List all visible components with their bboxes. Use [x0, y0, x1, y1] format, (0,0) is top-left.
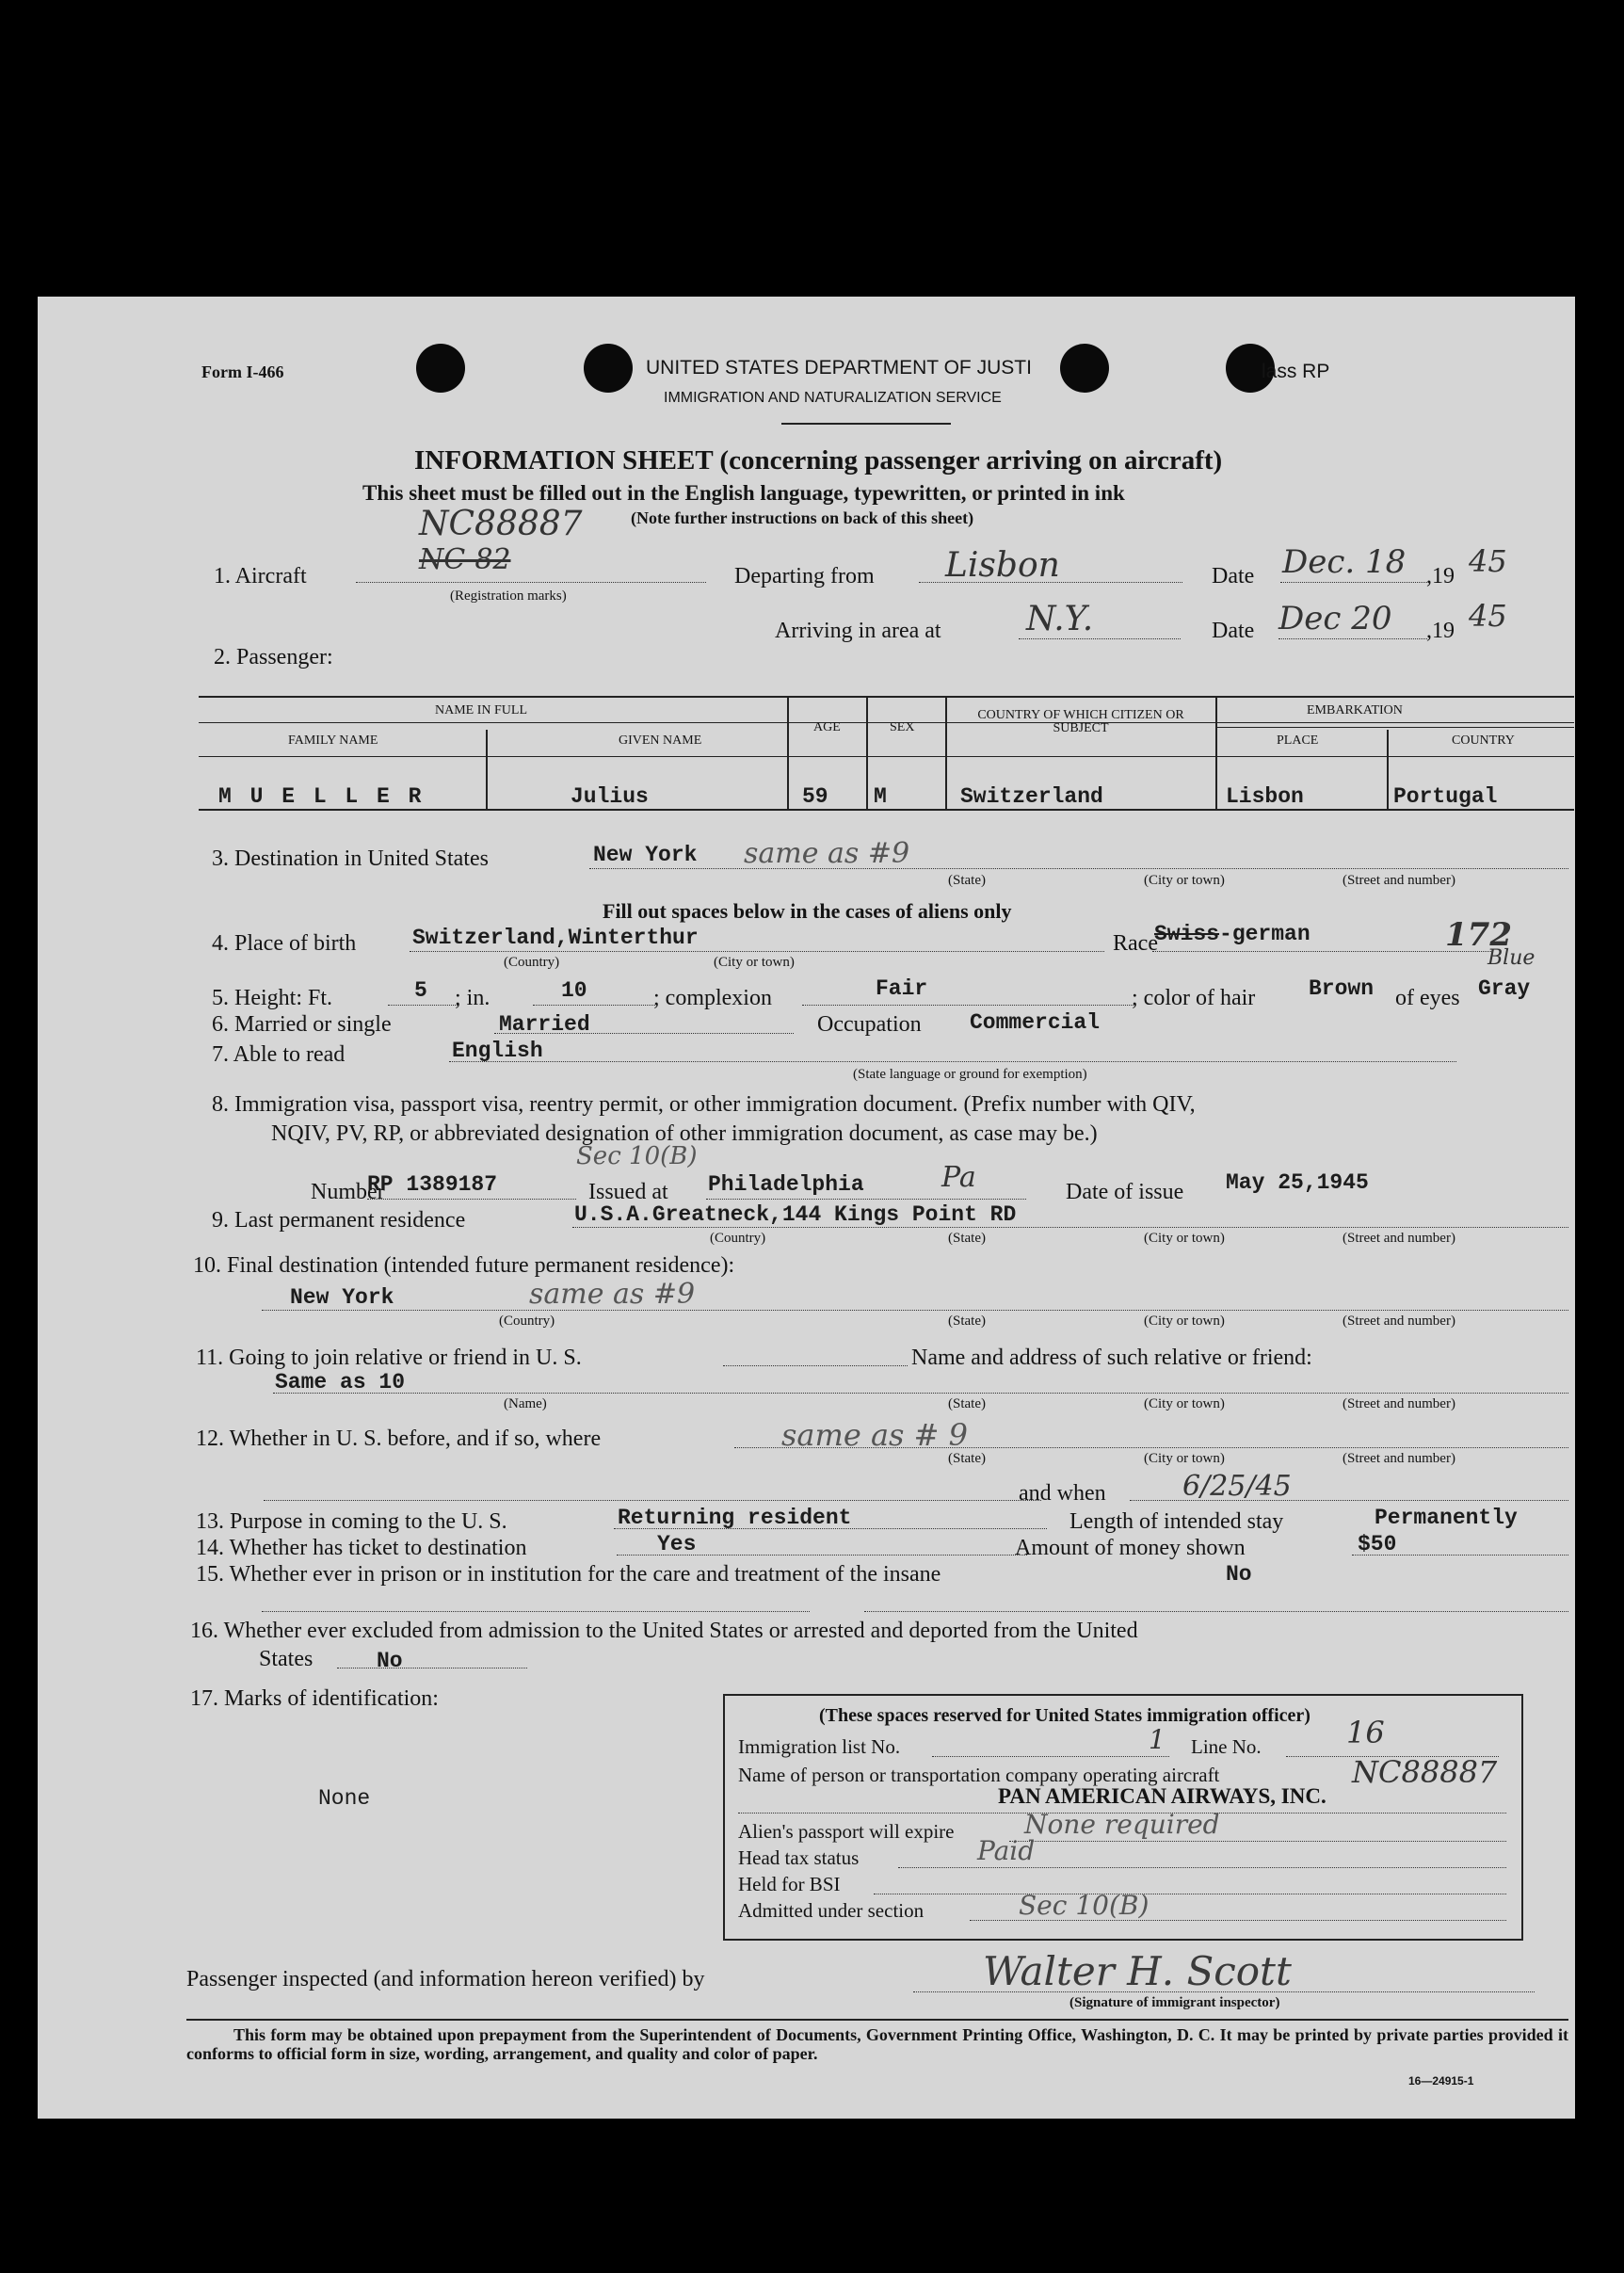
hair-label: ; color of hair [1132, 986, 1256, 1010]
height-label: 5. Height: Ft. [212, 986, 333, 1010]
line-label: Line No. [1191, 1735, 1262, 1758]
service-name: IMMIGRATION AND NATURALIZATION SERVICE [664, 390, 1002, 406]
departure-year: 45 [1469, 543, 1507, 579]
ticket-value: Yes [657, 1532, 697, 1556]
marital-value: Married [499, 1012, 590, 1037]
final-destination-handwritten: same as #9 [529, 1278, 696, 1311]
caption-street: (Street and number) [1343, 1314, 1455, 1329]
family-name-value: M U E L L E R [218, 784, 425, 809]
marital-label: 6. Married or single [212, 1012, 392, 1037]
passport-value: None required [1024, 1809, 1220, 1840]
arrival-date-label: Date [1212, 619, 1255, 643]
list-label: Immigration list No. [738, 1735, 901, 1758]
caption-country: (Country) [504, 955, 560, 970]
departing-value: Lisbon [945, 546, 1060, 585]
identification-label: 17. Marks of identification: [190, 1686, 439, 1711]
given-name-value: Julius [571, 784, 649, 809]
destination-label: 3. Destination in United States [212, 846, 489, 871]
stay-value: Permanently [1375, 1506, 1518, 1530]
eyes-label: of eyes [1395, 986, 1460, 1010]
money-value: $50 [1358, 1532, 1397, 1556]
embark-place-header: PLACE [1277, 733, 1319, 748]
relative-label: 11. Going to join relative or friend in U. S. [196, 1346, 582, 1370]
arrival-date: Dec 20 [1278, 600, 1392, 637]
registration-caption: (Registration marks) [450, 588, 567, 604]
caption-name: (Name) [504, 1396, 547, 1411]
inspection-label: Passenger inspected (and information hereon verified) by [186, 1967, 705, 1991]
caption-city: (City or town) [1144, 1231, 1225, 1246]
caption-city: (City or town) [1144, 873, 1225, 888]
arriving-label: Arriving in area at [775, 619, 941, 643]
height-inches: 10 [561, 978, 587, 1003]
passport-label: Alien's passport will expire [738, 1820, 955, 1843]
residence-label: 9. Last permanent residence [212, 1208, 466, 1233]
race-code: 172 [1445, 916, 1512, 954]
literacy-caption: (State language or ground for exemption) [853, 1067, 1087, 1082]
excluded-value: No [377, 1649, 403, 1673]
destination-value: New York [593, 843, 698, 867]
caption-state: (State) [948, 873, 986, 888]
inches-label: ; in. [455, 986, 490, 1010]
prison-value: No [1226, 1562, 1252, 1587]
citizenship-header: COUNTRY OF WHICH CITIZEN OR SUBJECT [977, 708, 1184, 735]
issue-date-value: May 25,1945 [1226, 1170, 1369, 1195]
departure-date: Dec. 18 [1282, 543, 1407, 581]
officer-box-title: (These spaces reserved for United States immigration officer) [819, 1705, 1310, 1726]
relative-name-label: Name and address of such relative or friend: [911, 1346, 1312, 1370]
issued-value: Philadelphia [708, 1172, 864, 1197]
embark-country-header: COUNTRY [1452, 733, 1515, 748]
form-number: Form I-466 [201, 363, 284, 381]
caption-street: (Street and number) [1343, 1231, 1455, 1246]
departing-label: Departing from [734, 564, 875, 588]
issued-state-handwritten: Pa [941, 1161, 976, 1194]
footer-text: This form may be obtained upon prepayment from the Superintendent of Documents, Government Printing Office, Washington, D. C. It may be printed by private parties provided it conforms to official form in size, wording, arrangement, and quality and color of paper. [186, 2025, 1568, 2063]
race-label: Race [1113, 931, 1158, 956]
previous-visit-handwritten: same as # 9 [781, 1417, 968, 1453]
residence-value: U.S.A.Greatneck,144 Kings Point RD [574, 1202, 1017, 1227]
relative-value: Same as 10 [275, 1370, 406, 1394]
occupation-value: Commercial [970, 1010, 1101, 1035]
sex-value: M [874, 784, 887, 809]
embark-country-value: Portugal [1393, 784, 1498, 809]
header-divider [781, 423, 951, 425]
when-value: 6/25/45 [1182, 1470, 1292, 1503]
information-sheet-document: Form I-466 UNITED STATES DEPARTMENT OF JUSTI IMMIGRATION AND NATURALIZATION SERVICE lass RP INFORMATION SHEET (concerning passenger arriving on aircraft) This sheet must be filled out in the English language, typewritten, or printed in ink (Note further instructions on back of this sheet) 1. Aircraft NC88887 NC-82 (Registration marks) Departing from Lisbon Date Dec. 18 ,19 45 Arriving in area at N.Y. Date Dec 20 ,19 45 2. Passenger: NAME IN FULL FAMILY NAME GIVEN NAME AGE SEX COUNTRY OF WHICH CITIZEN OR SUBJECT EMBARKATION PLACE COUNTRY M U E L L E R Julius 59 M Switzerland Lisbon Portugal 3. Destination in United States New York same as #9 (State) (City or town) (Street and number) Fill out spaces below in the cases of aliens only 4. Place of birth Switzerland,Winterthur (Country) (City or town) Race Swiss-german 172 5. Height: Ft. 5 ; in. 10 ; complexion Fair ; color of hair Brown of eyes Blue Gray 6. Married or single Married Occupation Commercial 7. Able to read English (State language or ground for exemption) 8. Immigration visa, passport visa, reentry permit, or other immigration document. (Prefix number with QIV, NQIV, PV, RP, or abbreviated designation of other immigration document, as case may be.) Sec 10(B) Number RP 1389187 Issued at Philadelphia Pa Date of issue May 25,1945 9. Last permanent residence U.S.A.Greatneck,144 Kings Point RD (Country) (State) (City or town) (Street and number) 10. Final destination (intended future permanent residence): New York same as #9 (Country) (State) (City or town) (Street and number) 11. Going to join relative or friend in U. S. Name and address of such relative or friend: Same as 10 (Name) (State) (City or town) (Street and number) 12. Whether in U. S. before, and if so, where same as # 9 (State) (City or town) (Street and number) and when 6/25/45 13. Purpose in coming to the U. S. Returning resident Length of intended stay Permanently 14. Whether has ticket to destination Yes Amount of money shown $50 15. Whether ever in prison or in institution for the care and treatment of the insane No 16. Whether ever excluded from admission to the United States or arrested and deported from the United States No 17. Marks of identification: None (These spaces reserved for United States immigration officer) Immigration list No. 1 Line No. 16 Name of person or transportation company operating aircraft NC88887 PAN AMERICAN AIRWAYS, INC. Alien's passport will expire None required Head tax status Paid Held for BSI Admitted under section Sec 10(B) Passenger inspected (and information hereon verified) by Walter H. Scott (Signature of immigrant inspector) This form may be obtained upon prepayment from the Superintendent of Documents, Government Printing Office, Washington, D. C. It may be printed by private parties provided it conforms to official form in size, wording, arrangement, and quality and color of paper. 16—24915-1 [38, 297, 1575, 2119]
issue-date-label: Date of issue [1066, 1180, 1184, 1204]
money-label: Amount of money shown [1015, 1536, 1246, 1560]
instruction-note: (Note further instructions on back of this sheet) [631, 508, 974, 527]
previous-visit-label: 12. Whether in U. S. before, and if so, where [196, 1427, 602, 1451]
aliens-only-heading: Fill out spaces below in the cases of aliens only [603, 899, 1012, 923]
departure-date-label: Date [1212, 564, 1255, 588]
given-name-header: GIVEN NAME [619, 733, 702, 748]
issued-label: Issued at [588, 1180, 668, 1204]
punch-hole [416, 344, 465, 393]
final-destination-value: New York [290, 1285, 394, 1310]
occupation-label: Occupation [817, 1012, 922, 1037]
form-code: 16—24915-1 [1408, 2074, 1474, 2088]
sex-header: SEX [890, 720, 915, 734]
aircraft-struck: NC-82 [419, 543, 511, 576]
company-label: Name of person or transportation company operating aircraft [738, 1764, 1220, 1786]
caption-city: (City or town) [1144, 1396, 1225, 1411]
document-section-note: Sec 10(B) [576, 1142, 698, 1170]
height-feet: 5 [414, 978, 427, 1003]
race-value: -german [1219, 922, 1310, 946]
class-stamp: lass RP [1262, 361, 1330, 382]
complexion-value: Fair [876, 976, 928, 1001]
literacy-label: 7. Able to read [212, 1042, 346, 1067]
tax-label: Head tax status [738, 1846, 860, 1869]
citizenship-value: Switzerland [960, 784, 1103, 809]
purpose-value: Returning resident [618, 1506, 852, 1530]
caption-state: (State) [948, 1231, 986, 1246]
excluded-line-1: 16. Whether ever excluded from admission to the United States or arrested and deported from the United [190, 1619, 1138, 1643]
line-number: 16 [1346, 1715, 1385, 1750]
tax-value: Paid [977, 1835, 1036, 1866]
company-handwritten: NC88887 [1352, 1754, 1498, 1790]
birthplace-label: 4. Place of birth [212, 931, 357, 956]
punch-hole [584, 344, 633, 393]
age-header: AGE [813, 720, 841, 734]
caption-street: (Street and number) [1343, 1396, 1455, 1411]
list-number: 1 [1149, 1724, 1166, 1755]
caption-country: (Country) [499, 1314, 555, 1329]
caption-city: (City or town) [1144, 1314, 1225, 1329]
instruction-line: This sheet must be filled out in the English language, typewritten, or printed in ink [362, 481, 1125, 505]
excluded-line-2: States [259, 1647, 314, 1671]
literacy-value: English [452, 1039, 543, 1063]
passenger-label: 2. Passenger: [214, 645, 333, 669]
birthplace-value: Switzerland,Winterthur [412, 926, 699, 950]
section-label: Admitted under section [738, 1899, 925, 1922]
identification-value: None [318, 1786, 371, 1811]
aircraft-label: 1. Aircraft [214, 564, 307, 588]
signature-caption: (Signature of immigrant inspector) [1069, 1995, 1280, 2010]
document-line-1: 8. Immigration visa, passport visa, reentry permit, or other immigration document. (Prefix number with QIV, [212, 1092, 1196, 1117]
year-prefix: 19 [1432, 564, 1455, 588]
eyes-value: Gray [1478, 976, 1531, 1001]
document-number-value: RP 1389187 [367, 1172, 498, 1197]
caption-street: (Street and number) [1343, 873, 1455, 888]
document-number-label: Number [311, 1180, 385, 1204]
embark-place-value: Lisbon [1226, 784, 1304, 809]
stay-label: Length of intended stay [1069, 1509, 1284, 1534]
caption-country: (Country) [710, 1231, 766, 1246]
document-line-2: NQIV, PV, RP, or abbreviated designation of other immigration document, as case may be.) [271, 1121, 1098, 1146]
eyes-handwritten: Blue [1487, 946, 1536, 970]
aircraft-registration: NC88887 [419, 505, 583, 543]
caption-city: (City or town) [1144, 1451, 1225, 1466]
name-header: NAME IN FULL [435, 703, 527, 717]
caption-state: (State) [948, 1314, 986, 1329]
punch-hole [1060, 344, 1109, 393]
section-value: Sec 10(B) [1019, 1890, 1150, 1921]
purpose-label: 13. Purpose in coming to the U. S. [196, 1509, 507, 1534]
complexion-label: ; complexion [653, 986, 772, 1010]
bsi-label: Held for BSI [738, 1873, 841, 1895]
prison-label: 15. Whether ever in prison or in institution for the care and treatment of the insane [196, 1562, 941, 1587]
destination-handwritten: same as #9 [744, 837, 910, 870]
caption-state: (State) [948, 1396, 986, 1411]
caption-city: (City or town) [714, 955, 795, 970]
race-struck: Swiss [1154, 922, 1220, 946]
caption-street: (Street and number) [1343, 1451, 1455, 1466]
arriving-value: N.Y. [1026, 600, 1094, 638]
hair-value: Brown [1309, 976, 1375, 1001]
footer-divider [186, 2019, 1568, 2021]
age-value: 59 [802, 784, 828, 809]
when-label: and when [1019, 1481, 1106, 1506]
year-prefix: 19 [1432, 619, 1455, 643]
officer-box [723, 1694, 1523, 1941]
company-name: PAN AMERICAN AIRWAYS, INC. [998, 1784, 1327, 1808]
department-name: UNITED STATES DEPARTMENT OF JUSTI [646, 357, 1032, 379]
inspector-signature: Walter H. Scott [983, 1948, 1292, 1994]
page-title: INFORMATION SHEET (concerning passenger arriving on aircraft) [414, 445, 1223, 476]
caption-state: (State) [948, 1451, 986, 1466]
family-name-header: FAMILY NAME [288, 733, 378, 748]
embarkation-header: EMBARKATION [1307, 703, 1403, 717]
final-destination-label: 10. Final destination (intended future permanent residence): [193, 1253, 735, 1278]
ticket-label: 14. Whether has ticket to destination [196, 1536, 527, 1560]
arrival-year: 45 [1469, 598, 1507, 634]
